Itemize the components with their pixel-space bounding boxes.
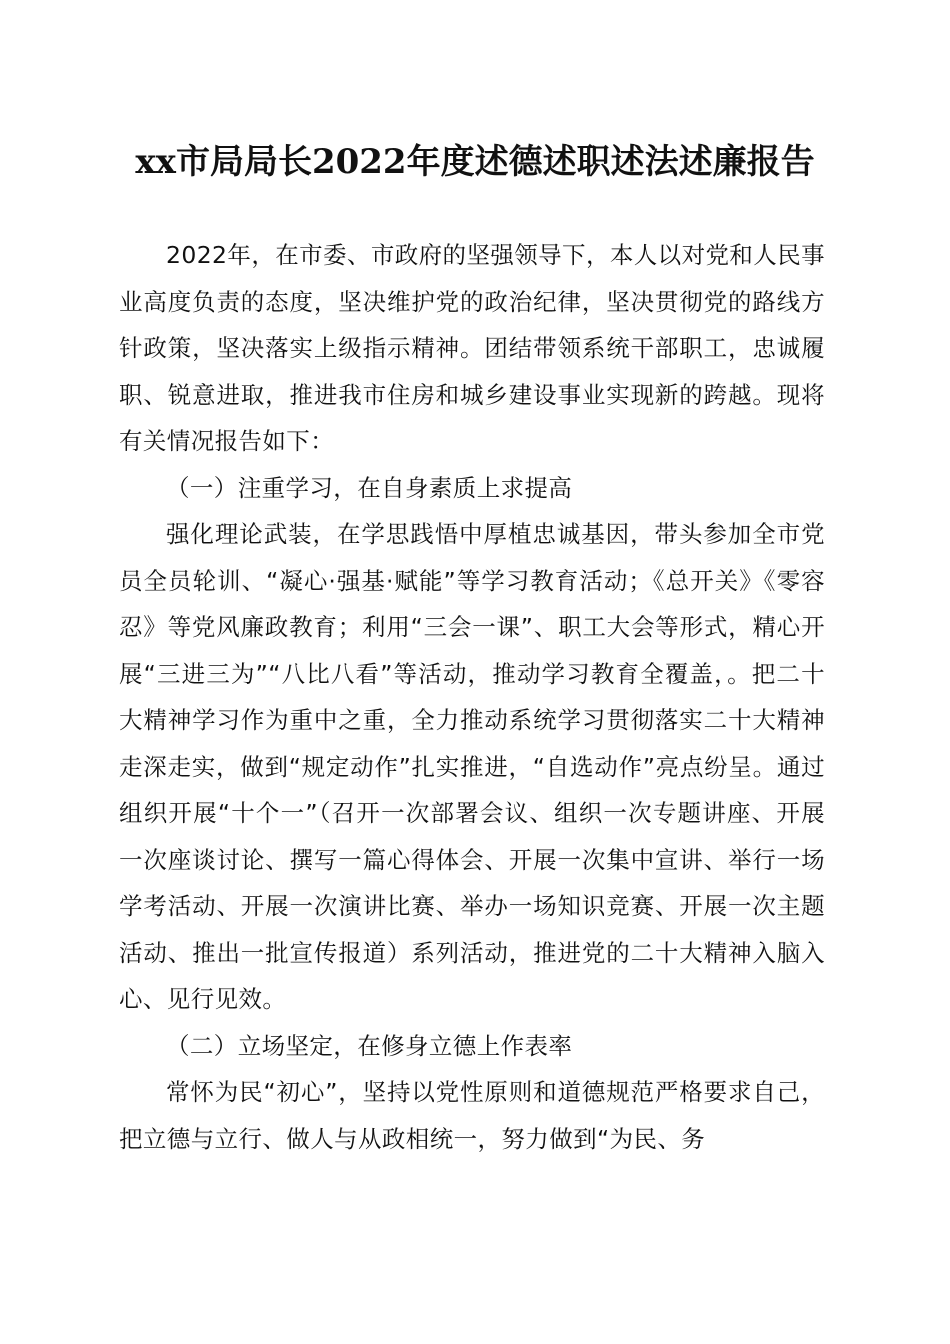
- section-heading-2: （二）立场坚定，在修身立德上作表率: [166, 1031, 573, 1060]
- section-2-paragraph: 常怀为民“初心”，坚持以党性原则和道德规范严格要求自己，把立德与立行、做人与从政相统一，努力做到“为民、务: [119, 1078, 825, 1153]
- document-title: xx市局局长2022年度述德述职述法述廉报告: [135, 142, 815, 182]
- section-heading-1: （一）注重学习，在自身素质上求提高: [166, 473, 573, 502]
- intro-paragraph: 2022年，在市委、市政府的坚强领导下，本人以对党和人民事业高度负责的态度，坚决维护党的政治纪律，坚决贯彻党的路线方针政策，坚决落实上级指示精神。团结带领系统干部职工，忠诚履职、锐意进取，推进我市住房和城乡建设事业实现新的跨越。现将有关情况报告如下：: [119, 241, 825, 455]
- section-1-paragraph: 强化理论武装，在学思践悟中厚植忠诚基因，带头参加全市党员全员轮训、“凝心·强基·赋能”等学习教育活动；《总开关》《零容忍》等党风廉政教育；利用“三会一课”、职工大会等形式，精心开展“三进三为”“八比八看”等活动，推动学习教育全覆盖，。把二十大精神学习作为重中之重，全力推动系统学习贯彻落实二十大精神走深走实，做到“规定动作”扎实推进，“自选动作”亮点纷呈。通过组织开展“十个一”（召开一次部署会议、组织一次专题讲座、开展一次座谈讨论、撰写一篇心得体会、开展一次集中宣讲、举行一场学考活动、开展一次演讲比赛、举办一场知识竞赛、开展一次主题活动、推出一批宣传报道）系列活动，推进党的二十大精神入脑入心、见行见效。: [119, 520, 825, 1013]
- document-body: [119, 232, 825, 1162]
